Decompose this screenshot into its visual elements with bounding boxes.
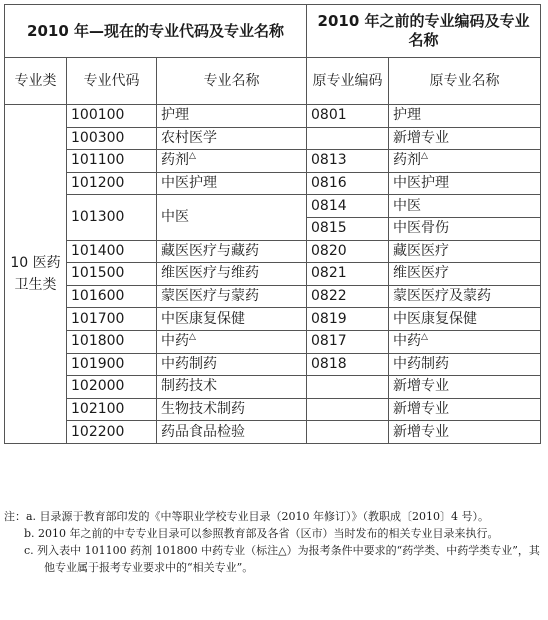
old-code-cell (307, 263, 389, 286)
old-name-cell-text: 新增专业 (393, 378, 450, 395)
name-cell-text: 护理 (161, 107, 189, 124)
old-name-cell-text: 新增专业 (393, 423, 450, 440)
table-row (5, 150, 541, 173)
name-cell-text: 蒙医医疗与蒙药 (161, 288, 259, 305)
old-name-cell (389, 263, 541, 286)
name-cell (157, 172, 307, 195)
table-row (5, 353, 541, 376)
code-cell (67, 150, 157, 173)
table-row (5, 285, 541, 308)
old-name-cell-text: 中医骨伤 (393, 220, 450, 237)
code-cell (67, 195, 157, 240)
old-code-cell (307, 150, 389, 173)
old-code-cell (307, 240, 389, 263)
code-cell-text: 102200 (71, 423, 125, 440)
old-code-cell-text: 0813 (311, 152, 347, 169)
code-cell-text: 100300 (71, 129, 125, 146)
col-code: 专业代码 (67, 58, 157, 105)
old-code-cell-text: 0820 (311, 242, 347, 259)
name-cell-text: 药品食品检验 (161, 423, 245, 440)
name-cell-text: 中药 (161, 333, 189, 350)
code-cell (67, 330, 157, 353)
table-row (5, 421, 541, 444)
category-cell-text: 10 医药卫生类 (10, 254, 61, 293)
old-code-cell-text: 0818 (311, 355, 347, 372)
old-code-cell-text: 0815 (311, 220, 347, 237)
name-cell-text: 维医医疗与维药 (161, 265, 259, 282)
table-row (5, 376, 541, 399)
old-name-cell (389, 398, 541, 421)
name-cell-text: 中医护理 (161, 175, 217, 192)
header-previous: 2010 年之前的专业编码及专业名称 (307, 5, 541, 58)
old-name-cell-text: 中药 (393, 333, 422, 350)
code-cell-text: 101100 (71, 152, 125, 169)
name-cell (157, 150, 307, 173)
old-code-cell (307, 285, 389, 308)
col-name: 专业名称 (157, 58, 307, 105)
old-code-cell (307, 330, 389, 353)
old-name-cell-text: 藏医医疗 (393, 242, 450, 259)
old-code-cell-text: 0822 (311, 288, 347, 305)
code-cell-text: 102000 (71, 378, 125, 395)
old-name-cell-text: 中医 (393, 197, 422, 214)
old-code-cell (307, 217, 389, 240)
name-cell (157, 195, 307, 240)
old-name-cell (389, 285, 541, 308)
old-code-cell (307, 376, 389, 399)
col-old-name: 原专业名称 (389, 58, 541, 105)
code-cell-text: 101300 (71, 208, 125, 225)
name-cell-text: 制药技术 (161, 378, 217, 395)
code-cell-text: 101800 (71, 333, 125, 350)
old-name-cell (389, 195, 541, 218)
code-cell (67, 105, 157, 128)
old-code-cell-text: 0821 (311, 265, 347, 282)
name-cell-text: 中医 (161, 208, 189, 225)
name-cell (157, 240, 307, 263)
table-row (5, 330, 541, 353)
code-cell-text: 101500 (71, 265, 125, 282)
old-name-cell-text: 中药制药 (393, 355, 450, 372)
old-code-cell (307, 195, 389, 218)
name-cell (157, 308, 307, 331)
name-cell-text: 藏医医疗与藏药 (161, 242, 259, 259)
code-cell-text: 100100 (71, 107, 125, 124)
old-name-cell (389, 105, 541, 128)
major-code-table (4, 4, 541, 444)
table-row (5, 240, 541, 263)
old-name-cell (389, 421, 541, 444)
triangle-mark: △ (421, 151, 428, 162)
old-name-cell (389, 217, 541, 240)
code-cell-text: 102100 (71, 401, 125, 418)
code-cell (67, 263, 157, 286)
old-code-cell (307, 105, 389, 128)
old-code-cell-text: 0819 (311, 310, 347, 327)
old-name-cell (389, 376, 541, 399)
old-code-cell-text: 0801 (311, 107, 347, 124)
triangle-mark: △ (421, 332, 428, 343)
old-code-cell-text: 0816 (311, 175, 347, 192)
code-cell (67, 376, 157, 399)
header-current: 2010 年—现在的专业代码及专业名称 (5, 5, 307, 58)
table-row (5, 172, 541, 195)
name-cell (157, 127, 307, 150)
name-cell (157, 376, 307, 399)
col-old-code: 原专业编码 (307, 58, 389, 105)
code-cell (67, 240, 157, 263)
footnote-a: 注：a. 目录源于教育部印发的《中等职业学校专业目录（2010 年修订）》（教职成〔2010〕4 号）。 (4, 510, 490, 523)
old-name-cell-text: 新增专业 (393, 129, 450, 146)
old-code-cell (307, 172, 389, 195)
triangle-mark: △ (189, 332, 196, 343)
name-cell-text: 中药制药 (161, 355, 217, 372)
table-row (5, 105, 541, 128)
name-cell (157, 263, 307, 286)
name-cell-text: 生物技术制药 (161, 401, 245, 418)
old-name-cell-text: 中医护理 (393, 175, 450, 192)
old-name-cell-text: 护理 (393, 107, 422, 124)
footnote-c: c. 列入表中 101100 药剂 101800 中药专业（标注△）为报考条件中要求的“药学类、中药学类专业”，其他专业属于报考专业要求中的“相关专业”。 (24, 544, 540, 574)
code-cell-text: 101400 (71, 242, 125, 259)
table-row (5, 127, 541, 150)
name-cell (157, 105, 307, 128)
name-cell (157, 330, 307, 353)
old-name-cell-text: 药剂 (393, 152, 422, 169)
table-body (5, 105, 541, 444)
code-cell (67, 285, 157, 308)
old-name-cell (389, 330, 541, 353)
col-category: 专业类 (5, 58, 67, 105)
old-name-cell (389, 240, 541, 263)
table-row (5, 398, 541, 421)
old-code-cell (307, 308, 389, 331)
old-name-cell (389, 150, 541, 173)
name-cell (157, 421, 307, 444)
code-cell (67, 308, 157, 331)
table-row (5, 308, 541, 331)
old-name-cell (389, 353, 541, 376)
old-name-cell-text: 蒙医医疗及蒙药 (393, 288, 492, 305)
code-cell (67, 172, 157, 195)
old-code-cell-text: 0814 (311, 197, 347, 214)
old-name-cell-text: 中医康复保健 (393, 310, 478, 327)
category-cell (5, 105, 67, 444)
old-code-cell (307, 127, 389, 150)
old-code-cell (307, 398, 389, 421)
code-cell-text: 101600 (71, 288, 125, 305)
code-cell-text: 101700 (71, 310, 125, 327)
triangle-mark: △ (189, 151, 196, 162)
code-cell-text: 101200 (71, 175, 125, 192)
name-cell (157, 353, 307, 376)
footnotes (4, 508, 544, 576)
table-row (5, 263, 541, 286)
old-name-cell (389, 308, 541, 331)
old-code-cell (307, 421, 389, 444)
table-row (5, 195, 541, 218)
code-cell (67, 398, 157, 421)
old-code-cell-text: 0817 (311, 333, 347, 350)
code-cell (67, 127, 157, 150)
code-cell (67, 353, 157, 376)
old-name-cell (389, 172, 541, 195)
old-name-cell-text: 维医医疗 (393, 265, 450, 282)
old-name-cell (389, 127, 541, 150)
name-cell (157, 398, 307, 421)
old-code-cell (307, 353, 389, 376)
code-cell-text: 101900 (71, 355, 125, 372)
name-cell-text: 中医康复保健 (161, 310, 245, 327)
name-cell-text: 药剂 (161, 152, 189, 169)
footnote-b: b. 2010 年之前的中专专业目录可以参照教育部及各省（区市）当时发布的相关专业目录来执行。 (24, 527, 499, 540)
name-cell (157, 285, 307, 308)
code-cell (67, 421, 157, 444)
name-cell-text: 农村医学 (161, 129, 217, 146)
old-name-cell-text: 新增专业 (393, 401, 450, 418)
